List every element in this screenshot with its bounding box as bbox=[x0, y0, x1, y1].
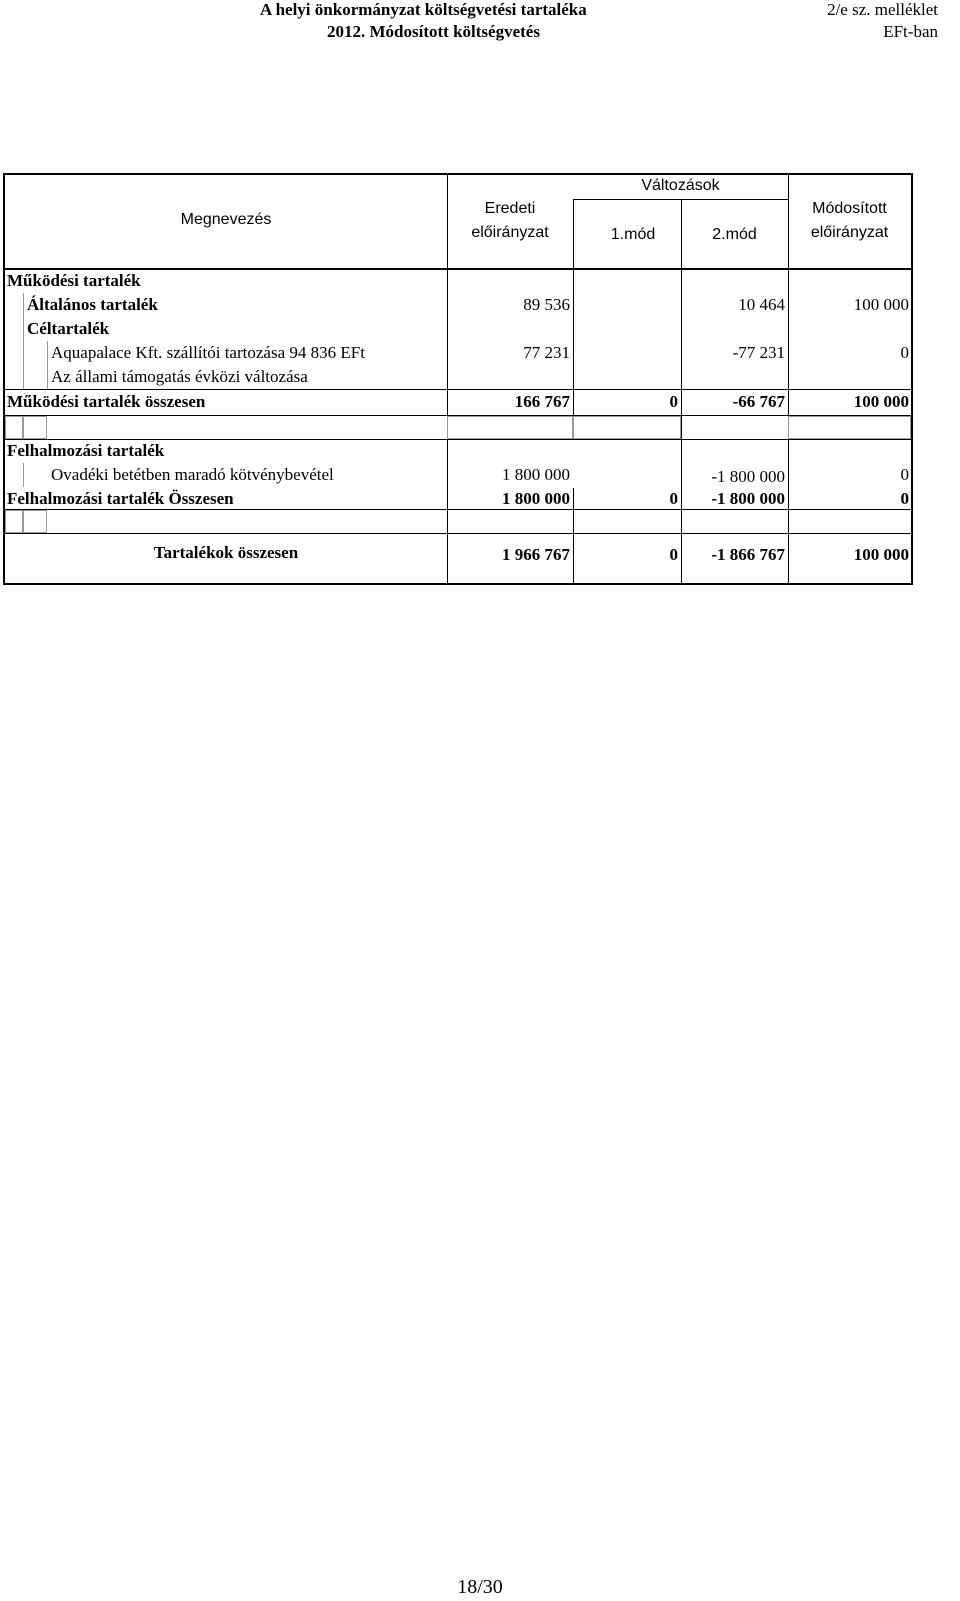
cell-modified: 0 bbox=[900, 489, 909, 508]
cell-mod2: 10 464 bbox=[738, 295, 785, 314]
cell-modified: 100 000 bbox=[853, 545, 909, 564]
col-header-changes: Változások bbox=[641, 177, 720, 194]
changes-underline bbox=[573, 199, 788, 200]
cell-original: 77 231 bbox=[523, 343, 570, 362]
col-header-modified-1: Módosított bbox=[812, 200, 887, 217]
row-label: Aquapalace Kft. szállítói tartozása 94 836 EFt bbox=[51, 343, 365, 362]
cell-original: 166 767 bbox=[514, 392, 570, 411]
row-label: Az állami támogatás évközi változása bbox=[51, 367, 308, 386]
annex-label: 2/e sz. melléklet bbox=[827, 0, 938, 19]
row-label: Működési tartalék összesen bbox=[7, 392, 206, 411]
col-header-mod2: 2.mód bbox=[712, 226, 757, 243]
spacer-cell bbox=[573, 416, 681, 439]
col-header-original-2: előirányzat bbox=[471, 224, 549, 241]
cell-mod2: -1 866 767 bbox=[711, 545, 785, 564]
row-label: Felhalmozási tartalék bbox=[7, 441, 165, 460]
unit-label: EFt-ban bbox=[883, 22, 938, 41]
spacer-cell bbox=[23, 416, 47, 439]
col-header-mod1: 1.mód bbox=[610, 226, 656, 243]
col-header-modified-2: előirányzat bbox=[810, 224, 889, 241]
page-number: 18/30 bbox=[457, 1576, 503, 1598]
indent-guide bbox=[23, 293, 24, 389]
row-label: Céltartalék bbox=[27, 319, 110, 338]
cell-mod1: 0 bbox=[669, 545, 678, 564]
cell-original: 1 966 767 bbox=[502, 545, 570, 564]
spacer-cell bbox=[447, 416, 573, 439]
spacer-cell bbox=[5, 510, 23, 533]
document-subtitle: 2012. Módosított költségvetés bbox=[327, 22, 540, 41]
cell-modified: 100 000 bbox=[853, 392, 909, 411]
indent-guide bbox=[23, 463, 24, 487]
cell-mod1: 0 bbox=[669, 392, 678, 411]
cell-mod2: -66 767 bbox=[732, 392, 785, 411]
spacer-cell bbox=[5, 416, 23, 439]
cell-modified: 0 bbox=[900, 343, 909, 362]
indent-guide bbox=[47, 341, 48, 389]
spacer-cell bbox=[23, 510, 47, 533]
cell-mod2: -77 231 bbox=[732, 343, 785, 362]
row-label: Működési tartalék bbox=[7, 271, 141, 290]
cell-mod2: -1 800 000 bbox=[711, 489, 785, 508]
grand-total-label: Tartalékok összesen bbox=[153, 543, 299, 562]
col-header-original-1: Eredeti bbox=[484, 200, 536, 217]
cell-modified: 100 000 bbox=[853, 295, 909, 314]
cell-original: 1 800 000 bbox=[502, 465, 570, 484]
row-label: Felhalmozási tartalék Összesen bbox=[7, 489, 234, 508]
spacer-cell bbox=[788, 416, 911, 439]
row-label: Ovadéki betétben maradó kötvénybevétel bbox=[51, 465, 334, 484]
row-label: Általános tartalék bbox=[27, 295, 158, 314]
document-title: A helyi önkormányzat költségvetési tartaléka bbox=[260, 0, 587, 19]
cell-mod1: 0 bbox=[669, 489, 678, 508]
reserve-table bbox=[3, 173, 913, 585]
cell-mod2: -1 800 000 bbox=[711, 467, 785, 486]
header-bottom-border bbox=[5, 268, 911, 270]
cell-original: 1 800 000 bbox=[502, 489, 570, 508]
spacer2-bottom-border bbox=[5, 533, 911, 534]
cell-modified: 0 bbox=[900, 465, 909, 484]
cell-original: 89 536 bbox=[523, 295, 570, 314]
col-header-name: Megnevezés bbox=[180, 211, 272, 228]
